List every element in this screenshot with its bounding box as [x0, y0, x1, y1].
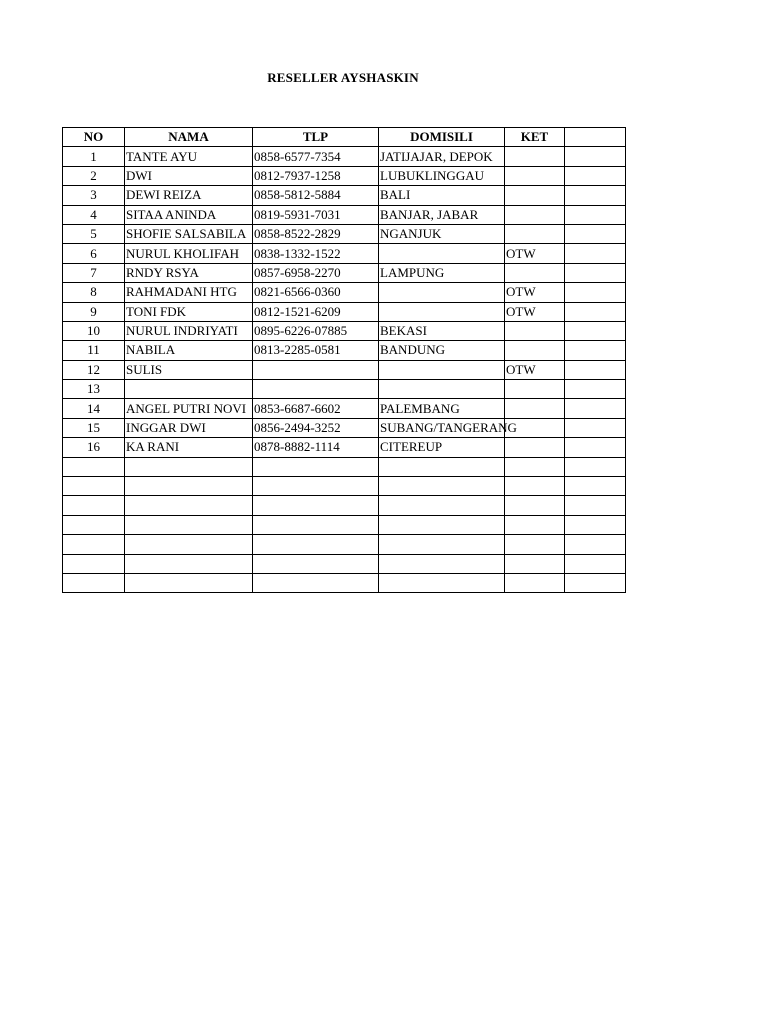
- cell-nama: [125, 457, 253, 476]
- table-row: [63, 166, 626, 185]
- cell-ket: [505, 263, 565, 282]
- table-row: [63, 535, 626, 554]
- header-no: NO: [63, 128, 125, 147]
- cell-nama: SHOFIE SALSABILA: [125, 224, 253, 243]
- cell-domisili: BANJAR, JABAR: [379, 205, 505, 224]
- cell-nama: DEWI REIZA: [125, 186, 253, 205]
- cell-extra: [565, 205, 626, 224]
- cell-extra: [565, 283, 626, 302]
- cell-no: [63, 515, 125, 534]
- cell-domisili: [379, 515, 505, 534]
- cell-domisili: CITEREUP: [379, 438, 505, 457]
- cell-extra: [565, 515, 626, 534]
- cell-nama: NURUL INDRIYATI: [125, 321, 253, 340]
- cell-domisili: [379, 554, 505, 573]
- cell-tlp: [253, 496, 379, 515]
- cell-ket: [505, 341, 565, 360]
- header-tlp: TLP: [253, 128, 379, 147]
- page-title: RESELLER AYSHASKIN: [267, 70, 419, 85]
- table-row: [63, 224, 626, 243]
- cell-domisili: BEKASI: [379, 321, 505, 340]
- cell-nama: [125, 515, 253, 534]
- table-row: [63, 205, 626, 224]
- cell-tlp: 0819-5931-7031: [253, 205, 379, 224]
- cell-ket: [505, 573, 565, 592]
- cell-domisili: PALEMBANG: [379, 399, 505, 418]
- cell-ket: OTW: [505, 302, 565, 321]
- cell-no: 15: [63, 418, 125, 437]
- cell-no: 7: [63, 263, 125, 282]
- table-row: [63, 147, 626, 166]
- cell-ket: [505, 166, 565, 185]
- cell-extra: [565, 244, 626, 263]
- cell-domisili: [379, 496, 505, 515]
- header-nama: NAMA: [125, 128, 253, 147]
- cell-tlp: [253, 573, 379, 592]
- cell-domisili: JATIJAJAR, DEPOK: [379, 147, 505, 166]
- table-row: [63, 477, 626, 496]
- cell-domisili: [379, 283, 505, 302]
- cell-nama: NURUL KHOLIFAH: [125, 244, 253, 263]
- cell-no: 16: [63, 438, 125, 457]
- cell-nama: INGGAR DWI: [125, 418, 253, 437]
- cell-domisili: BALI: [379, 186, 505, 205]
- cell-extra: [565, 147, 626, 166]
- cell-extra: [565, 438, 626, 457]
- cell-ket: [505, 477, 565, 496]
- cell-nama: TANTE AYU: [125, 147, 253, 166]
- cell-no: [63, 457, 125, 476]
- cell-nama: SULIS: [125, 360, 253, 379]
- cell-nama: SITAA ANINDA: [125, 205, 253, 224]
- cell-domisili: [379, 477, 505, 496]
- cell-no: [63, 535, 125, 554]
- table-row: [63, 438, 626, 457]
- table-row: [63, 399, 626, 418]
- cell-domisili: LUBUKLINGGAU: [379, 166, 505, 185]
- cell-tlp: [253, 360, 379, 379]
- cell-extra: [565, 380, 626, 399]
- cell-ket: [505, 457, 565, 476]
- table-row: [63, 496, 626, 515]
- table-row: [63, 321, 626, 340]
- cell-extra: [565, 186, 626, 205]
- cell-no: 14: [63, 399, 125, 418]
- cell-tlp: 0813-2285-0581: [253, 341, 379, 360]
- cell-nama: [125, 573, 253, 592]
- cell-no: 5: [63, 224, 125, 243]
- cell-extra: [565, 554, 626, 573]
- table-row: [63, 457, 626, 476]
- cell-nama: KA RANI: [125, 438, 253, 457]
- cell-tlp: 0812-1521-6209: [253, 302, 379, 321]
- table-row: [63, 515, 626, 534]
- cell-extra: [565, 341, 626, 360]
- cell-tlp: 0812-7937-1258: [253, 166, 379, 185]
- cell-extra: [565, 224, 626, 243]
- cell-no: 9: [63, 302, 125, 321]
- cell-domisili: [379, 457, 505, 476]
- cell-extra: [565, 302, 626, 321]
- cell-ket: [505, 496, 565, 515]
- table-row: [63, 573, 626, 592]
- cell-tlp: 0838-1332-1522: [253, 244, 379, 263]
- cell-domisili: [379, 360, 505, 379]
- cell-ket: OTW: [505, 283, 565, 302]
- cell-ket: [505, 380, 565, 399]
- cell-ket: [505, 535, 565, 554]
- cell-no: 6: [63, 244, 125, 263]
- header-extra: [565, 128, 626, 147]
- cell-tlp: 0858-8522-2829: [253, 224, 379, 243]
- cell-tlp: [253, 535, 379, 554]
- cell-extra: [565, 496, 626, 515]
- cell-nama: NABILA: [125, 341, 253, 360]
- cell-ket: [505, 515, 565, 534]
- cell-domisili: [379, 573, 505, 592]
- cell-domisili: [379, 302, 505, 321]
- cell-ket: [505, 321, 565, 340]
- cell-no: 4: [63, 205, 125, 224]
- cell-no: 13: [63, 380, 125, 399]
- cell-no: 3: [63, 186, 125, 205]
- cell-domisili: NGANJUK: [379, 224, 505, 243]
- cell-nama: [125, 554, 253, 573]
- cell-nama: ANGEL PUTRI NOVI: [125, 399, 253, 418]
- cell-tlp: 0858-5812-5884: [253, 186, 379, 205]
- cell-tlp: 0878-8882-1114: [253, 438, 379, 457]
- cell-extra: [565, 360, 626, 379]
- cell-tlp: 0895-6226-07885: [253, 321, 379, 340]
- cell-ket: [505, 438, 565, 457]
- cell-no: 2: [63, 166, 125, 185]
- cell-ket: [505, 186, 565, 205]
- cell-no: 12: [63, 360, 125, 379]
- table-row: [63, 186, 626, 205]
- cell-ket: [505, 399, 565, 418]
- table-row: [63, 380, 626, 399]
- cell-nama: TONI FDK: [125, 302, 253, 321]
- table-row: [63, 263, 626, 282]
- cell-extra: [565, 573, 626, 592]
- cell-domisili: [379, 535, 505, 554]
- cell-extra: [565, 399, 626, 418]
- cell-tlp: 0858-6577-7354: [253, 147, 379, 166]
- table-row: [63, 341, 626, 360]
- cell-ket: [505, 554, 565, 573]
- cell-no: [63, 477, 125, 496]
- cell-ket: [505, 224, 565, 243]
- cell-tlp: [253, 477, 379, 496]
- cell-no: 8: [63, 283, 125, 302]
- reseller-table: [62, 127, 626, 593]
- cell-extra: [565, 535, 626, 554]
- header-domisili: DOMISILI: [379, 128, 505, 147]
- table-row: [63, 283, 626, 302]
- cell-ket: [505, 147, 565, 166]
- cell-extra: [565, 263, 626, 282]
- cell-nama: [125, 496, 253, 515]
- table-row: [63, 418, 626, 437]
- cell-ket: [505, 205, 565, 224]
- cell-no: 10: [63, 321, 125, 340]
- cell-nama: [125, 535, 253, 554]
- cell-nama: RAHMADANI HTG: [125, 283, 253, 302]
- header-row: [63, 128, 626, 147]
- cell-domisili: BANDUNG: [379, 341, 505, 360]
- cell-nama: RNDY RSYA: [125, 263, 253, 282]
- cell-ket: OTW: [505, 244, 565, 263]
- cell-domisili: SUBANG/TANGERANG: [379, 418, 505, 437]
- cell-tlp: 0853-6687-6602: [253, 399, 379, 418]
- table-row: [63, 360, 626, 379]
- cell-no: [63, 554, 125, 573]
- cell-extra: [565, 321, 626, 340]
- cell-no: 11: [63, 341, 125, 360]
- cell-extra: [565, 166, 626, 185]
- header-ket: KET: [505, 128, 565, 147]
- cell-no: [63, 573, 125, 592]
- cell-extra: [565, 418, 626, 437]
- cell-nama: [125, 380, 253, 399]
- cell-tlp: 0857-6958-2270: [253, 263, 379, 282]
- table-row: [63, 244, 626, 263]
- table-row: [63, 554, 626, 573]
- cell-ket: OTW: [505, 360, 565, 379]
- cell-tlp: [253, 380, 379, 399]
- cell-domisili: [379, 380, 505, 399]
- cell-extra: [565, 457, 626, 476]
- cell-no: 1: [63, 147, 125, 166]
- cell-tlp: 0856-2494-3252: [253, 418, 379, 437]
- cell-tlp: [253, 515, 379, 534]
- cell-extra: [565, 477, 626, 496]
- cell-domisili: LAMPUNG: [379, 263, 505, 282]
- cell-domisili: [379, 244, 505, 263]
- cell-tlp: [253, 457, 379, 476]
- cell-tlp: [253, 554, 379, 573]
- cell-tlp: 0821-6566-0360: [253, 283, 379, 302]
- cell-no: [63, 496, 125, 515]
- cell-nama: [125, 477, 253, 496]
- cell-nama: DWI: [125, 166, 253, 185]
- table-row: [63, 302, 626, 321]
- table-body: [63, 147, 626, 593]
